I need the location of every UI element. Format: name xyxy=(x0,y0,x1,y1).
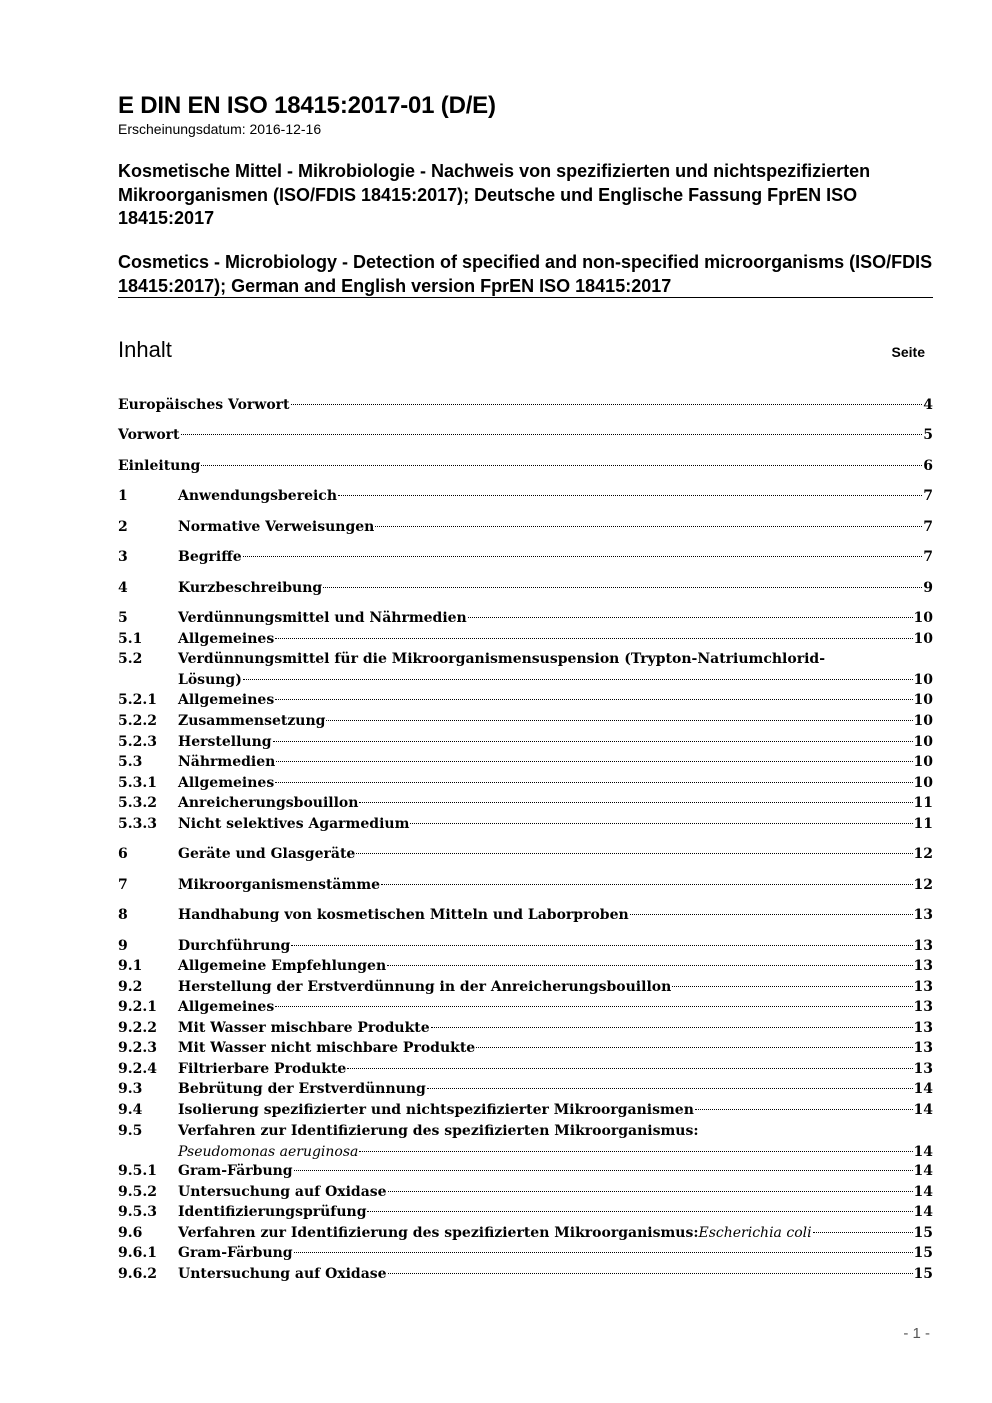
toc-entry-number: 9.6.2 xyxy=(118,1266,157,1282)
toc-leader-dots xyxy=(410,823,912,824)
toc-leader-dots xyxy=(356,853,912,854)
toc-leader-dots xyxy=(375,526,922,527)
toc-leader-dots xyxy=(294,1252,913,1253)
toc-entry-number: 5.2.2 xyxy=(118,713,157,729)
toc-entry[interactable] xyxy=(118,1101,933,1122)
toc-entry-page: 10 xyxy=(913,671,933,688)
title-german: Kosmetische Mittel - Mikrobiologie - Nachweis von spezifizierten und nichtspezifizierten Mikroorganismen (ISO/FDIS 18415:2017); Deutsche und Englische Fassung FprEN ISO 18415:2017 xyxy=(118,161,871,228)
toc-entry-page: 10 xyxy=(913,713,933,729)
toc-entry-page: 7 xyxy=(923,519,933,535)
toc-entry-title: Handhabung von kosmetischen Mitteln und Laborproben xyxy=(178,907,629,923)
toc-entry-title: Normative Verweisungen xyxy=(178,519,375,535)
toc-entry-number: 4 xyxy=(118,580,128,596)
toc-entry[interactable] xyxy=(118,548,933,569)
toc-entry-number: 5 xyxy=(118,610,128,626)
toc-entry-title: Einleitung xyxy=(118,458,201,474)
toc-leader-dots xyxy=(273,741,913,742)
toc-entry[interactable] xyxy=(118,691,933,712)
toc-leader-dots xyxy=(323,587,922,588)
toc-leader-dots xyxy=(275,782,912,783)
toc-entry[interactable] xyxy=(118,1060,933,1081)
toc-entry-continuation[interactable] xyxy=(118,671,933,692)
toc-leader-dots xyxy=(381,884,912,885)
toc-entry[interactable] xyxy=(118,1019,933,1040)
toc-entry[interactable] xyxy=(118,609,933,630)
toc-entry[interactable] xyxy=(118,487,933,508)
toc-entry-number: 5.2 xyxy=(118,651,143,667)
document-id: E DIN EN ISO 18415:2017-01 (D/E) xyxy=(118,92,496,119)
toc-entry-title: Nährmedien xyxy=(178,754,276,770)
toc-entry-number: 9.6.1 xyxy=(118,1245,157,1261)
toc-entry-page: 6 xyxy=(923,458,933,474)
toc-entry-number: 2 xyxy=(118,519,128,535)
toc-entry-title: Gram-Färbung xyxy=(178,1163,293,1179)
toc-entry[interactable] xyxy=(118,579,933,600)
toc-leader-dots xyxy=(431,1027,913,1028)
toc-entry[interactable] xyxy=(118,906,933,927)
toc-entry-page: 13 xyxy=(913,999,933,1015)
toc-entry[interactable] xyxy=(118,815,933,836)
toc-entry-page: 11 xyxy=(913,795,933,811)
toc-leader-dots xyxy=(275,638,912,639)
toc-entry-title: Kurzbeschreibung xyxy=(178,580,323,596)
toc-entry-page: 12 xyxy=(913,846,933,862)
toc-entry-page: 13 xyxy=(913,907,933,923)
toc-entry-page: 11 xyxy=(913,816,933,832)
toc-entry[interactable] xyxy=(118,1244,933,1265)
toc-entry-number: 9.2.3 xyxy=(118,1040,157,1056)
toc-entry-number: 9.5.3 xyxy=(118,1204,157,1220)
toc-entry-number: 1 xyxy=(118,488,128,504)
toc-entry[interactable] xyxy=(118,998,933,1019)
toc-leader-dots xyxy=(201,465,922,466)
toc-entry-title: Mit Wasser nicht mischbare Produkte xyxy=(178,1040,476,1056)
toc-entry-page: 15 xyxy=(913,1266,933,1282)
toc-entry-page: 10 xyxy=(913,775,933,791)
toc-entry-number: 5.2.1 xyxy=(118,692,157,708)
toc-entry-page: 14 xyxy=(913,1163,933,1179)
toc-entry-title: Geräte und Glasgeräte xyxy=(178,846,356,862)
toc-entry-title: Filtrierbare Produkte xyxy=(178,1061,347,1077)
title-english: Cosmetics - Microbiology - Detection of specified and non-specified microorganisms (ISO/FDIS 18415:2017); German and English version FprEN ISO 18415:2017 xyxy=(118,252,933,296)
toc-leader-dots xyxy=(388,1273,913,1274)
toc-entry[interactable] xyxy=(118,457,933,478)
toc-leader-dots xyxy=(294,1170,913,1171)
toc-entry-page: 4 xyxy=(923,397,933,413)
toc-entry-page: 13 xyxy=(913,1040,933,1056)
toc-entry[interactable] xyxy=(118,396,933,417)
toc-entry-title: Allgemeines xyxy=(178,631,275,647)
toc-entry[interactable] xyxy=(118,733,933,754)
toc-entry[interactable] xyxy=(118,845,933,866)
toc-entry-title: Allgemeines xyxy=(178,999,275,1015)
toc-entry[interactable] xyxy=(118,1183,933,1204)
toc-entry-number: 5.3.1 xyxy=(118,775,157,791)
toc-entry-title: Isolierung spezifizierter und nichtspezifizierter Mikroorganismen xyxy=(178,1102,694,1118)
toc-entry[interactable] xyxy=(118,1080,933,1101)
toc-entry-page: 10 xyxy=(913,734,933,750)
toc-entry-number: 9.6 xyxy=(118,1225,143,1241)
toc-entry-page: 5 xyxy=(923,427,933,443)
toc-leader-dots xyxy=(359,1151,912,1152)
toc-entry-page: 10 xyxy=(913,692,933,708)
toc-entry-title: Verfahren zur Identifizierung des spezifizierten Mikroorganismus: xyxy=(178,1123,699,1139)
toc-leader-dots xyxy=(672,986,912,987)
toc-leader-dots xyxy=(367,1211,912,1212)
toc-entry-title-continuation: Pseudomonas aeruginosa xyxy=(178,1143,359,1160)
toc-leader-dots xyxy=(338,495,922,496)
toc-page-column-label: Seite xyxy=(891,344,925,360)
page-number: - 1 - xyxy=(903,1325,930,1342)
toc-entry[interactable] xyxy=(118,650,933,671)
toc-entry-title: Europäisches Vorwort xyxy=(118,397,290,413)
toc-entry-title: Nicht selektives Agarmedium xyxy=(178,816,410,832)
toc-entry[interactable] xyxy=(118,937,933,958)
toc-entry-title: Zusammensetzung xyxy=(178,713,326,729)
toc-leader-dots xyxy=(275,699,912,700)
toc-leader-dots xyxy=(695,1109,913,1110)
toc-entry-page: 14 xyxy=(913,1204,933,1220)
toc-leader-dots xyxy=(359,802,912,803)
toc-entry-number: 9.5.2 xyxy=(118,1184,157,1200)
toc-entry-number: 7 xyxy=(118,877,128,893)
toc-entry-number: 9.5 xyxy=(118,1123,143,1139)
toc-entry-title: Untersuchung auf Oxidase xyxy=(178,1184,387,1200)
toc-leader-dots xyxy=(387,965,912,966)
toc-entry-number: 5.3.2 xyxy=(118,795,157,811)
toc-entry-number: 9.2 xyxy=(118,979,143,995)
toc-entry-number: 9.2.2 xyxy=(118,1020,157,1036)
toc-entry-page: 13 xyxy=(913,979,933,995)
toc-leader-dots xyxy=(427,1088,913,1089)
toc-entry-page: 15 xyxy=(913,1245,933,1261)
toc-entry-title: Allgemeines xyxy=(178,775,275,791)
toc-leader-dots xyxy=(347,1068,912,1069)
toc-entry-number: 9.5.1 xyxy=(118,1163,157,1179)
toc-entry[interactable] xyxy=(118,1224,933,1245)
toc-entry-number: 8 xyxy=(118,907,128,923)
toc-entry-number: 9.3 xyxy=(118,1081,143,1097)
toc-entry-title: Anwendungsbereich xyxy=(178,488,337,504)
toc-entry-title: Allgemeines xyxy=(178,692,275,708)
toc-entry-number: 5.2.3 xyxy=(118,734,157,750)
toc-entry[interactable] xyxy=(118,794,933,815)
toc-entry-title: Untersuchung auf Oxidase xyxy=(178,1266,387,1282)
toc-leader-dots xyxy=(388,1191,913,1192)
toc-entry-number: 9.2.1 xyxy=(118,999,157,1015)
toc-entry-title: Verfahren zur Identifizierung des spezifizierten Mikroorganismus: xyxy=(178,1225,699,1241)
toc-entry[interactable] xyxy=(118,712,933,733)
toc-entry-page: 13 xyxy=(913,1020,933,1036)
toc-entry[interactable] xyxy=(118,630,933,651)
title-divider xyxy=(118,297,933,298)
toc-entry-title: Verdünnungsmittel für die Mikroorganismensuspension (Trypton-Natriumchlorid- xyxy=(178,651,826,667)
toc-leader-dots xyxy=(275,1006,912,1007)
toc-leader-dots xyxy=(326,720,912,721)
toc-entry-number: 9 xyxy=(118,938,128,954)
toc-leader-dots xyxy=(813,1232,913,1233)
toc-entry[interactable] xyxy=(118,1203,933,1224)
toc-entry-title: Verdünnungsmittel und Nährmedien xyxy=(178,610,467,626)
toc-entry-page: 10 xyxy=(913,754,933,770)
toc-entry[interactable] xyxy=(118,1039,933,1060)
toc-entry[interactable] xyxy=(118,1162,933,1183)
toc-entry[interactable] xyxy=(118,957,933,978)
toc-entry-page: 7 xyxy=(923,488,933,504)
toc-entry[interactable] xyxy=(118,978,933,999)
toc-entry-page: 14 xyxy=(913,1143,933,1160)
toc-leader-dots xyxy=(181,434,923,435)
toc-entry-title-continuation: Lösung) xyxy=(178,671,242,688)
toc-entry[interactable] xyxy=(118,1265,933,1286)
toc-entry-title: Mikroorganismenstämme xyxy=(178,877,381,893)
toc-entry-page: 9 xyxy=(923,580,933,596)
toc-entry-page: 10 xyxy=(913,610,933,626)
toc-entry-title: Herstellung xyxy=(178,734,272,750)
toc-entry[interactable] xyxy=(118,1122,933,1143)
toc-entry-title: Mit Wasser mischbare Produkte xyxy=(178,1020,430,1036)
toc-leader-dots xyxy=(276,761,912,762)
toc-entry-page: 14 xyxy=(913,1081,933,1097)
toc-entry-title: Begriffe xyxy=(178,549,242,565)
toc-entry-title: Identifizierungsprüfung xyxy=(178,1204,367,1220)
toc-entry[interactable] xyxy=(118,774,933,795)
toc-entry[interactable] xyxy=(118,426,933,447)
toc-entry-title: Anreicherungsbouillon xyxy=(178,795,359,811)
toc-entry-page: 10 xyxy=(913,631,933,647)
toc-entry-page: 13 xyxy=(913,958,933,974)
toc-leader-dots xyxy=(630,914,913,915)
toc-entry[interactable] xyxy=(118,518,933,539)
toc-heading: Inhalt xyxy=(118,337,172,362)
toc-entry-continuation[interactable] xyxy=(118,1143,933,1164)
toc-leader-dots xyxy=(291,945,912,946)
toc-entry-title-italic: Escherichia coli xyxy=(698,1225,812,1241)
toc-entry-number: 3 xyxy=(118,549,128,565)
toc-entry-title: Allgemeine Empfehlungen xyxy=(178,958,387,974)
toc-entry-page: 13 xyxy=(913,1061,933,1077)
toc-entry-page: 15 xyxy=(913,1225,933,1241)
toc-entry-page: 12 xyxy=(913,877,933,893)
toc-entry-number: 9.1 xyxy=(118,958,143,974)
publication-date: Erscheinungsdatum: 2016-12-16 xyxy=(118,121,322,137)
toc-leader-dots xyxy=(476,1047,912,1048)
toc-entry-number: 5.3.3 xyxy=(118,816,157,832)
toc-leader-dots xyxy=(468,617,913,618)
toc-entry-title: Durchführung xyxy=(178,938,291,954)
toc-entry-title: Herstellung der Erstverdünnung in der Anreicherungsbouillon xyxy=(178,979,672,995)
toc-entry-number: 5.1 xyxy=(118,631,143,647)
toc-entry-title: Gram-Färbung xyxy=(178,1245,293,1261)
toc-entry-number: 6 xyxy=(118,846,128,862)
toc-entry-number: 9.2.4 xyxy=(118,1061,157,1077)
toc-entry[interactable] xyxy=(118,753,933,774)
toc-leader-dots xyxy=(243,679,913,680)
toc-entry-number: 5.3 xyxy=(118,754,143,770)
toc-entry-title: Bebrütung der Erstverdünnung xyxy=(178,1081,426,1097)
toc-leader-dots xyxy=(291,404,923,405)
toc-entry-number: 9.4 xyxy=(118,1102,143,1118)
toc-entry-page: 14 xyxy=(913,1102,933,1118)
toc-entry-page: 13 xyxy=(913,938,933,954)
toc-entry-page: 7 xyxy=(923,549,933,565)
toc-entry-page: 14 xyxy=(913,1184,933,1200)
toc-leader-dots xyxy=(243,556,923,557)
toc-entry-title: Vorwort xyxy=(118,427,180,443)
toc-entry[interactable] xyxy=(118,876,933,897)
